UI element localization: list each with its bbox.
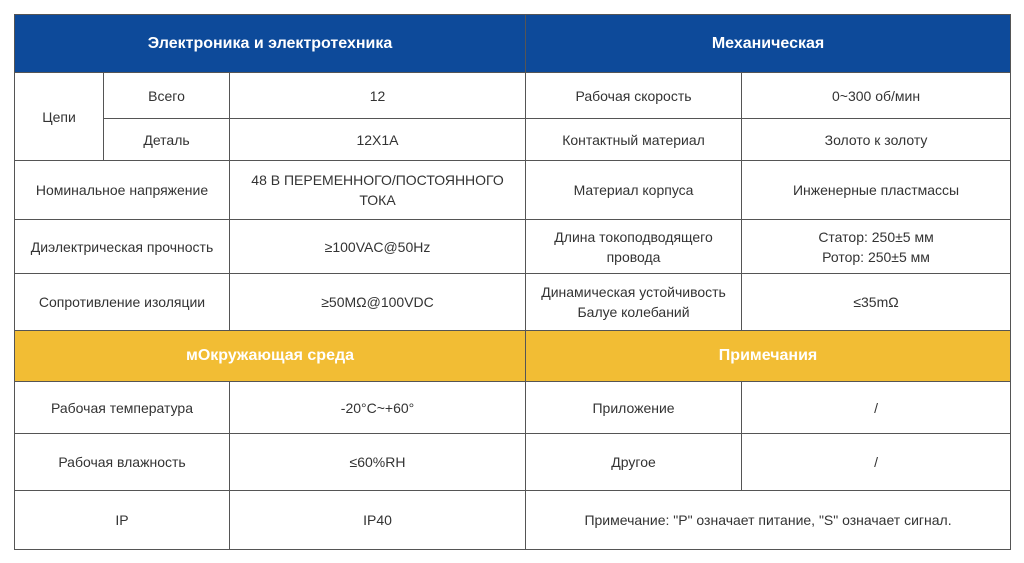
total-value: 12 xyxy=(230,73,526,119)
header-row-top xyxy=(15,15,1011,73)
total-label: Всего xyxy=(104,73,230,119)
detail-value: 12X1A xyxy=(230,119,526,161)
application-label: Приложение xyxy=(526,382,742,434)
lead-rotor-value: Ротор: 250±5 мм xyxy=(822,248,930,265)
lead-length-value xyxy=(742,220,1011,274)
speed-label: Рабочая скорость xyxy=(526,73,742,119)
circuits-label: Цепи xyxy=(15,73,104,161)
table-row xyxy=(15,434,1011,491)
section-header-environment: мОкружающая среда xyxy=(15,331,526,382)
lead-length-label: Длина токоподводящего провода xyxy=(526,220,742,274)
ip-value: IP40 xyxy=(230,491,526,550)
table-row xyxy=(15,382,1011,434)
insulation-label: Сопротивление изоляции xyxy=(15,274,230,331)
note-text: Примечание: "P" означает питание, "S" означает сигнал. xyxy=(526,491,1011,550)
contact-value: Золото к золоту xyxy=(742,119,1011,161)
lead-stator-value: Статор: 250±5 мм xyxy=(818,228,934,245)
temp-label: Рабочая температура xyxy=(15,382,230,434)
section-header-notes: Примечания xyxy=(526,331,1011,382)
table-row xyxy=(15,220,1011,274)
stability-value: ≤35mΩ xyxy=(742,274,1011,331)
section-header-mechanical: Механическая xyxy=(526,15,1011,73)
humidity-value: ≤60%RH xyxy=(230,434,526,491)
table-row xyxy=(15,161,1011,220)
dielectric-label: Диэлектрическая прочность xyxy=(15,220,230,274)
voltage-label: Номинальное напряжение xyxy=(15,161,230,220)
contact-label: Контактный материал xyxy=(526,119,742,161)
detail-label: Деталь xyxy=(104,119,230,161)
spec-table xyxy=(14,14,1011,550)
other-value: / xyxy=(742,434,1011,491)
insulation-value: ≥50MΩ@100VDC xyxy=(230,274,526,331)
header-row-bottom xyxy=(15,331,1011,382)
voltage-value: 48 В ПЕРЕМЕННОГО/ПОСТОЯННОГО ТОКА xyxy=(230,161,526,220)
housing-value: Инженерные пластмассы xyxy=(742,161,1011,220)
stability-label: Динамическая устойчивость Балуе колебаний xyxy=(526,274,742,331)
table-row xyxy=(15,491,1011,550)
humidity-label: Рабочая влажность xyxy=(15,434,230,491)
dielectric-value: ≥100VAC@50Hz xyxy=(230,220,526,274)
housing-label: Материал корпуса xyxy=(526,161,742,220)
table-row xyxy=(15,274,1011,331)
speed-value: 0~300 об/мин xyxy=(742,73,1011,119)
other-label: Другое xyxy=(526,434,742,491)
table-row xyxy=(15,73,1011,119)
table-row xyxy=(15,119,1011,161)
ip-label: IP xyxy=(15,491,230,550)
temp-value: -20°C~+60° xyxy=(230,382,526,434)
application-value: / xyxy=(742,382,1011,434)
section-header-electronics: Электроника и электротехника xyxy=(15,15,526,73)
